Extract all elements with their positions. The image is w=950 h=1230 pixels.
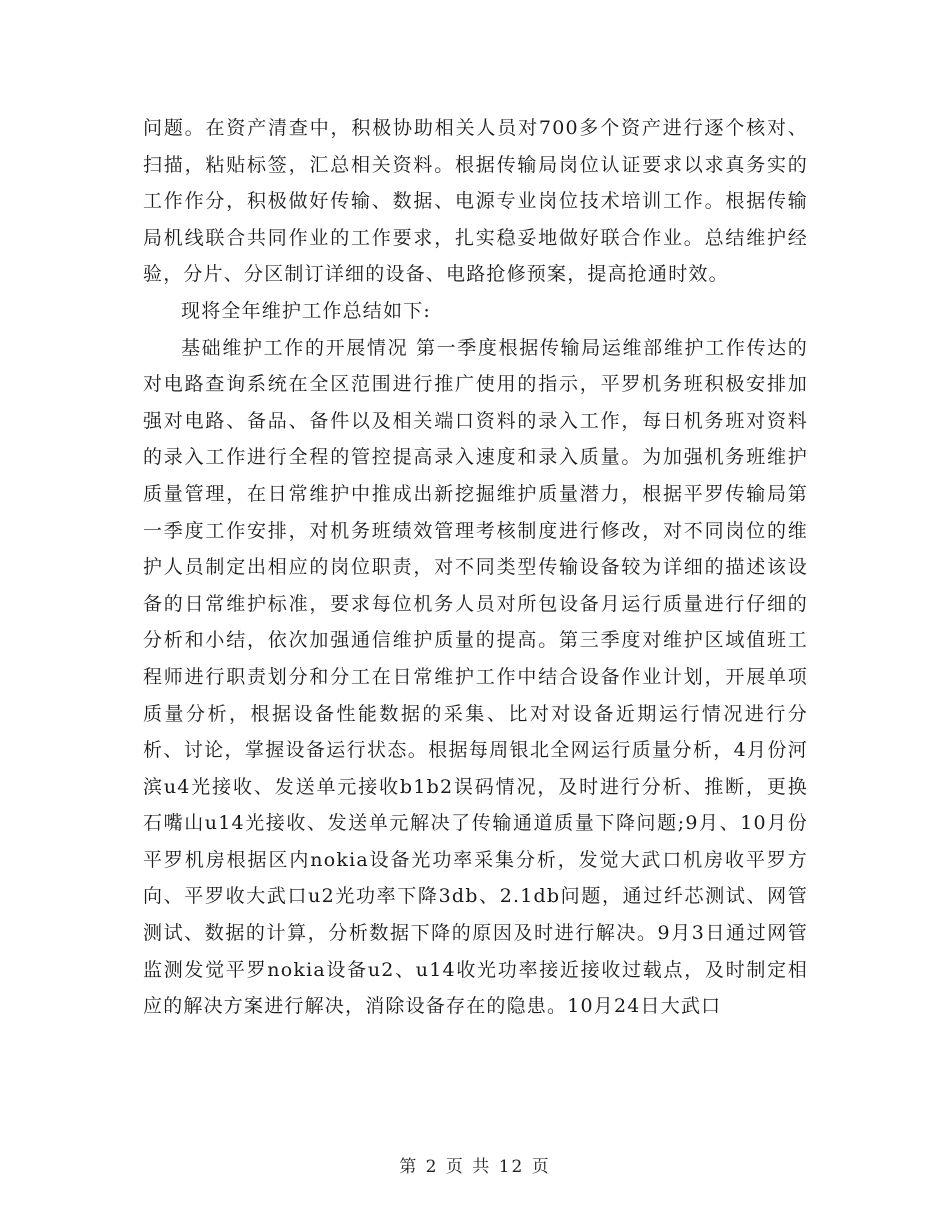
page-number-footer: 第 2 页 共 12 页 <box>399 1157 551 1177</box>
document-body <box>143 110 808 1025</box>
paragraph-basic-maintenance: 基础维护工作的开展情况 第一季度根据传输局运维部维护工作传达的对电路查询系统在全区范围进行推广使用的指示，平罗机务班积极安排加强对电路、备品、备件以及相关端口资料的录入工作，每日机务班对资料的录入工作进行全程的管控提高录入速度和录入质量。为加强机务班维护质量管理，在日常维护中推成出新挖掘维护质量潜力，根据平罗传输局第一季度工作安排，对机务班绩效管理考核制度进行修改，对不同岗位的维护人员制定出相应的岗位职责，对不同类型传输设备较为详细的描述该设备的日常维护标准，要求每位机务人员对所包设备月运行质量进行仔细的分析和小结，依次加强通信维护质量的提高。第三季度对维护区域值班工程师进行职责划分和分工在日常维护工作中结合设备作业计划，开展单项质量分析，根据设备性能数据的采集、比对对设备近期运行情况进行分析、讨论，掌握设备运行状态。根据每周银北全网运行质量分析，4月份河滨u4光接收、发送单元接收b1b2误码情况，及时进行分析、推断，更换石嘴山u14光接收、发送单元解决了传输通道质量下降问题;9月、10月份平罗机房根据区内nokia设备光功率采集分析，发觉大武口机房收平罗方向、平罗收大武口u2光功率下降3db、2.1db问题，通过纤芯测试、网管测试、数据的计算，分析数据下降的原因及时进行解决。9月3日通过网管监测发觉平罗nokia设备u2、u14收光功率接近接收过载点，及时制定相应的解决方案进行解决，消除设备存在的隐患。10月24日大武口 <box>143 336 808 1018</box>
paragraph-continuation: 问题。在资产清查中，积极协助相关人员对700多个资产进行逐个核对、扫描，粘贴标签，汇总相关资料。根据传输局岗位认证要求以求真务实的工作作分，积极做好传输、数据、电源专业岗位技术培训工作。根据传输局机线联合共同作业的工作要求，扎实稳妥地做好联合作业。总结维护经验，分片、分区制订详细的设备、电路抢修预案，提高抢通时效。 <box>143 117 808 286</box>
paragraph-summary-intro: 现将全年维护工作总结如下: <box>181 299 432 322</box>
